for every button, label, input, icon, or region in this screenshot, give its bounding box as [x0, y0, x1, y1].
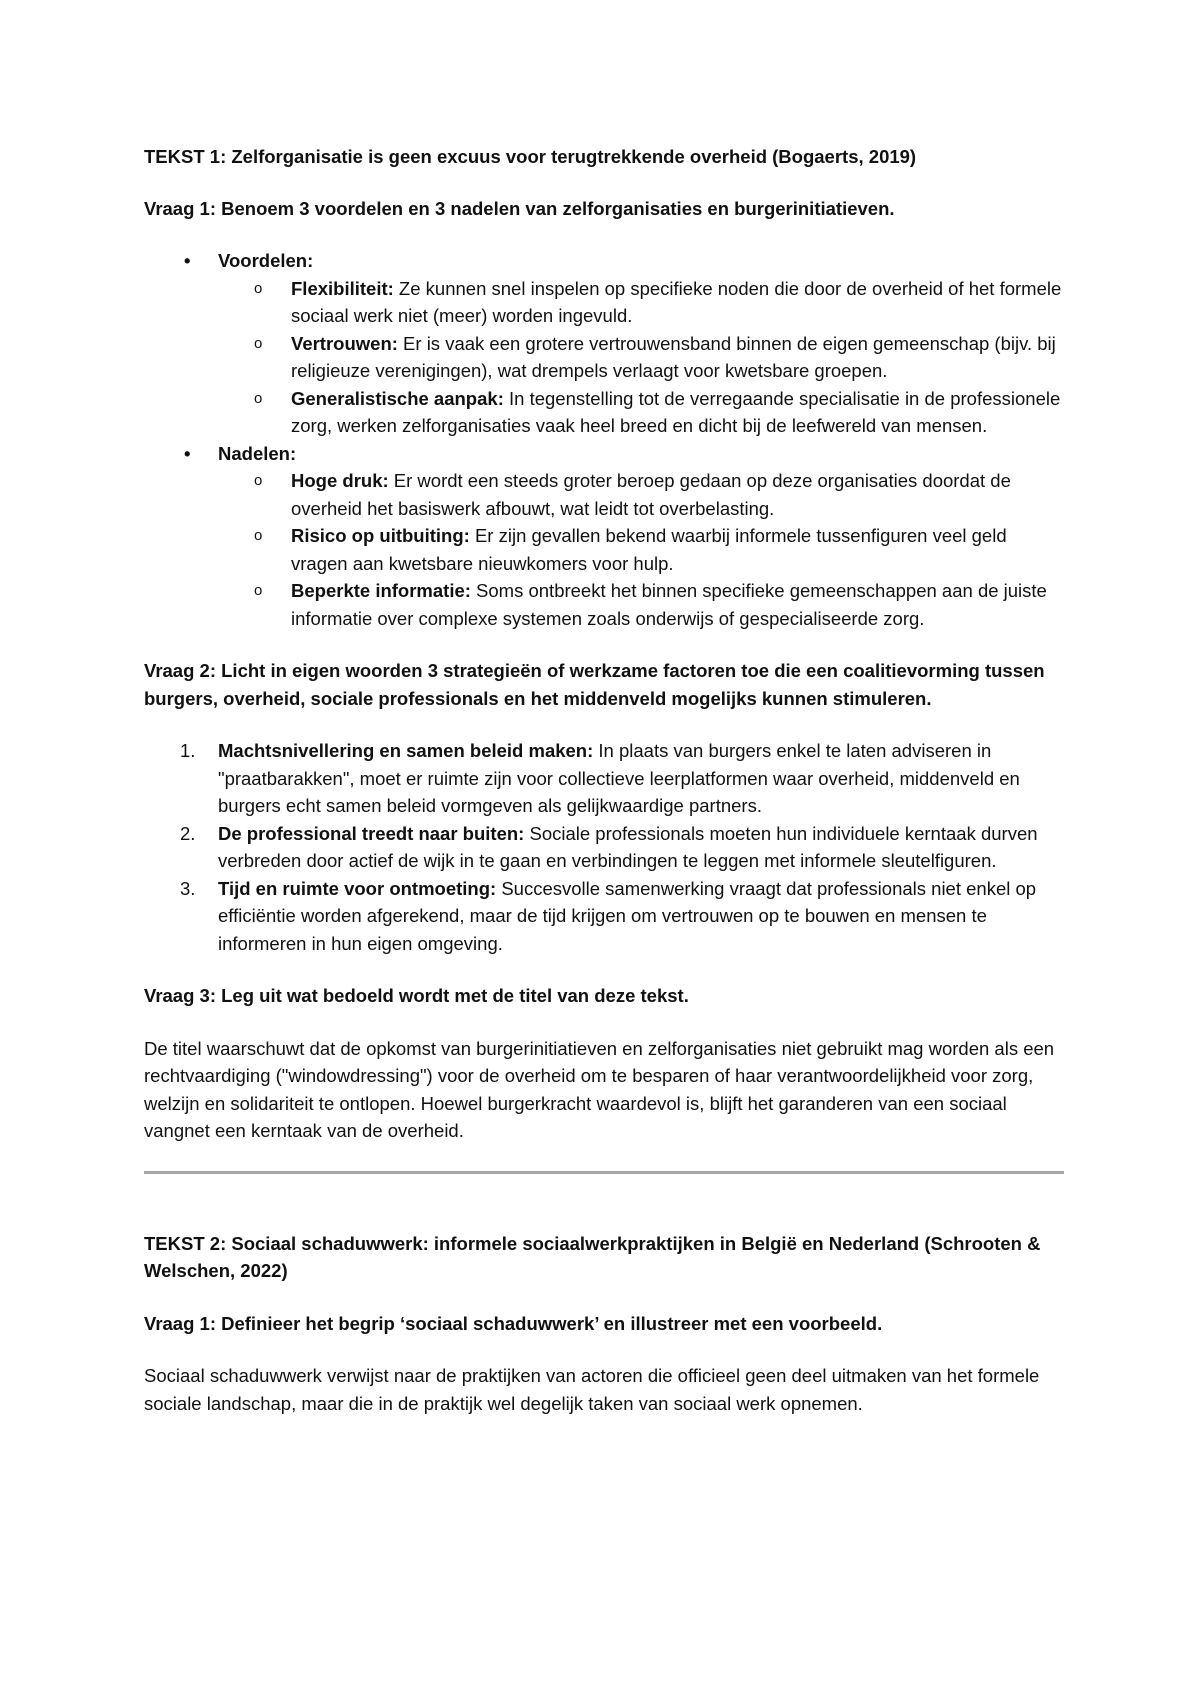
list-item: [144, 467, 1064, 522]
circle-bullet-icon: o: [254, 334, 263, 352]
list-item: [144, 737, 1064, 820]
document-body: [144, 143, 1064, 1417]
list-item: [144, 577, 1064, 632]
sub-list: [144, 467, 1064, 632]
sub-list: [144, 275, 1064, 440]
text2-q1-question: Vraag 1: Definieer het begrip ‘sociaal schaduwwerk’ en illustreer met een voorbeeld.: [144, 1312, 883, 1334]
item-text: Ze kunnen snel inspelen op specifieke noden die door de overheid of het formele sociaal werk niet (meer) worden ingevuld.: [291, 277, 1062, 326]
text1-q1-question: Vraag 1: Benoem 3 voordelen en 3 nadelen van zelforganisaties en burgerinitiatieven.: [144, 197, 895, 219]
list-item-nadelen: [144, 440, 1064, 633]
item-text: In plaats van burgers enkel te laten adviseren in "praatbarakken", moet er ruimte zijn voor collectieve leerplatformen waar overheid, middenveld en burgers echt samen beleid vormgeven als gelijkwaardige partners.: [218, 740, 1020, 816]
list-item: [144, 330, 1064, 385]
circle-bullet-icon: o: [254, 279, 263, 297]
text1-q1-list: [144, 247, 1064, 632]
item-term: De professional treedt naar buiten:: [218, 822, 525, 844]
text1-q2-list: [144, 737, 1064, 957]
item-text: Sociale professionals moeten hun individuele kerntaak durven verbreden door actief de wijk in te gaan en verbindingen te leggen met informele sleutelfiguren.: [218, 822, 1038, 871]
circle-bullet-icon: o: [254, 527, 263, 544]
list-number: 3.: [180, 877, 196, 899]
item-text: Soms ontbreekt het binnen specifieke gemeenschappen aan de juiste informatie over complexe systemen zoals onderwijs of gespecialiseerde zorg.: [291, 580, 1047, 629]
text2-title: TEKST 2: Sociaal schaduwwerk: informele sociaalwerkpraktijken in België en Nederland (Schrooten & Welschen, 2022): [144, 1232, 1041, 1281]
item-text: Er wordt een steeds groter beroep gedaan op deze organisaties doordat de overheid het basiswerk afbouwt, wat leidt tot overbelasting.: [291, 470, 1011, 519]
list-item: [144, 875, 1064, 958]
group-label: Voordelen:: [218, 250, 314, 271]
item-term: Generalistische aanpak:: [291, 387, 504, 409]
list-item: [144, 275, 1064, 330]
item-term: Beperkte informatie:: [291, 580, 471, 601]
list-number: 1.: [180, 740, 196, 761]
list-item-voordelen: [144, 247, 1064, 440]
text1-q2-question: Vraag 2: Licht in eigen woorden 3 strategieën of werkzame factoren toe die een coalitievorming tussen burgers, overheid, sociale professionals en het middenveld mogelijks kunnen stimuleren.: [144, 660, 1045, 709]
bullet-icon: •: [184, 250, 191, 271]
text1-title: TEKST 1: Zelforganisatie is geen excuus voor terugtrekkende overheid (Bogaerts, 2019): [144, 146, 917, 167]
circle-bullet-icon: o: [254, 389, 263, 407]
item-text: Er is vaak een grotere vertrouwensband binnen de eigen gemeenschap (bijv. bij religieuze verenigingen), wat drempels verlaagt voor kwetsbare groepen.: [291, 332, 1056, 381]
item-term: Hoge druk:: [291, 470, 389, 491]
bullet-icon: •: [184, 442, 191, 464]
item-text: In tegenstelling tot de verregaande specialisatie in de professionele zorg, werken zelforganisaties vaak heel breed en dicht bij de leefwereld van mensen.: [291, 387, 1061, 436]
section-divider: [144, 1171, 1064, 1174]
circle-bullet-icon: o: [254, 582, 263, 599]
item-text: Er zijn gevallen bekend waarbij informele tussenfiguren veel geld vragen aan kwetsbare nieuwkomers voor hulp.: [291, 525, 1007, 574]
item-term: Machtsnivellering en samen beleid maken:: [218, 740, 594, 761]
item-term: Tijd en ruimte voor ontmoeting:: [218, 877, 497, 899]
item-term: Flexibiliteit:: [291, 277, 394, 299]
item-text: Succesvolle samenwerking vraagt dat professionals niet enkel op efficiëntie worden afgerekend, maar de tijd krijgen om vertrouwen op te bouwen en mensen te informeren in hun eigen omgeving.: [218, 877, 1037, 954]
item-term: Vertrouwen:: [291, 332, 398, 354]
group-label: Nadelen:: [218, 442, 297, 464]
circle-bullet-icon: o: [254, 472, 263, 489]
list-item: [144, 820, 1064, 875]
item-term: Risico op uitbuiting:: [291, 525, 470, 546]
list-number: 2.: [180, 822, 196, 844]
text1-q3-answer: De titel waarschuwt dat de opkomst van burgerinitiatieven en zelforganisaties niet gebruikt mag worden als een rechtvaardiging ("windowdressing") voor de overheid om te besparen of haar verantwoordelijkheid voor zorg, welzijn en solidariteit te ontlopen. Hoewel burgerkracht waardevol is, blijft het garanderen van een sociaal vangnet een kerntaak van de overheid.: [144, 1037, 1055, 1141]
list-item: [144, 522, 1064, 577]
text2-q1-answer: Sociaal schaduwwerk verwijst naar de praktijken van actoren die officieel geen deel uitmaken van het formele sociale landschap, maar die in de praktijk wel degelijk taken van sociaal werk opnemen.: [144, 1365, 1040, 1414]
text1-q3-question: Vraag 3: Leg uit wat bedoeld wordt met de titel van deze tekst.: [144, 985, 689, 1006]
list-item: [144, 385, 1064, 440]
